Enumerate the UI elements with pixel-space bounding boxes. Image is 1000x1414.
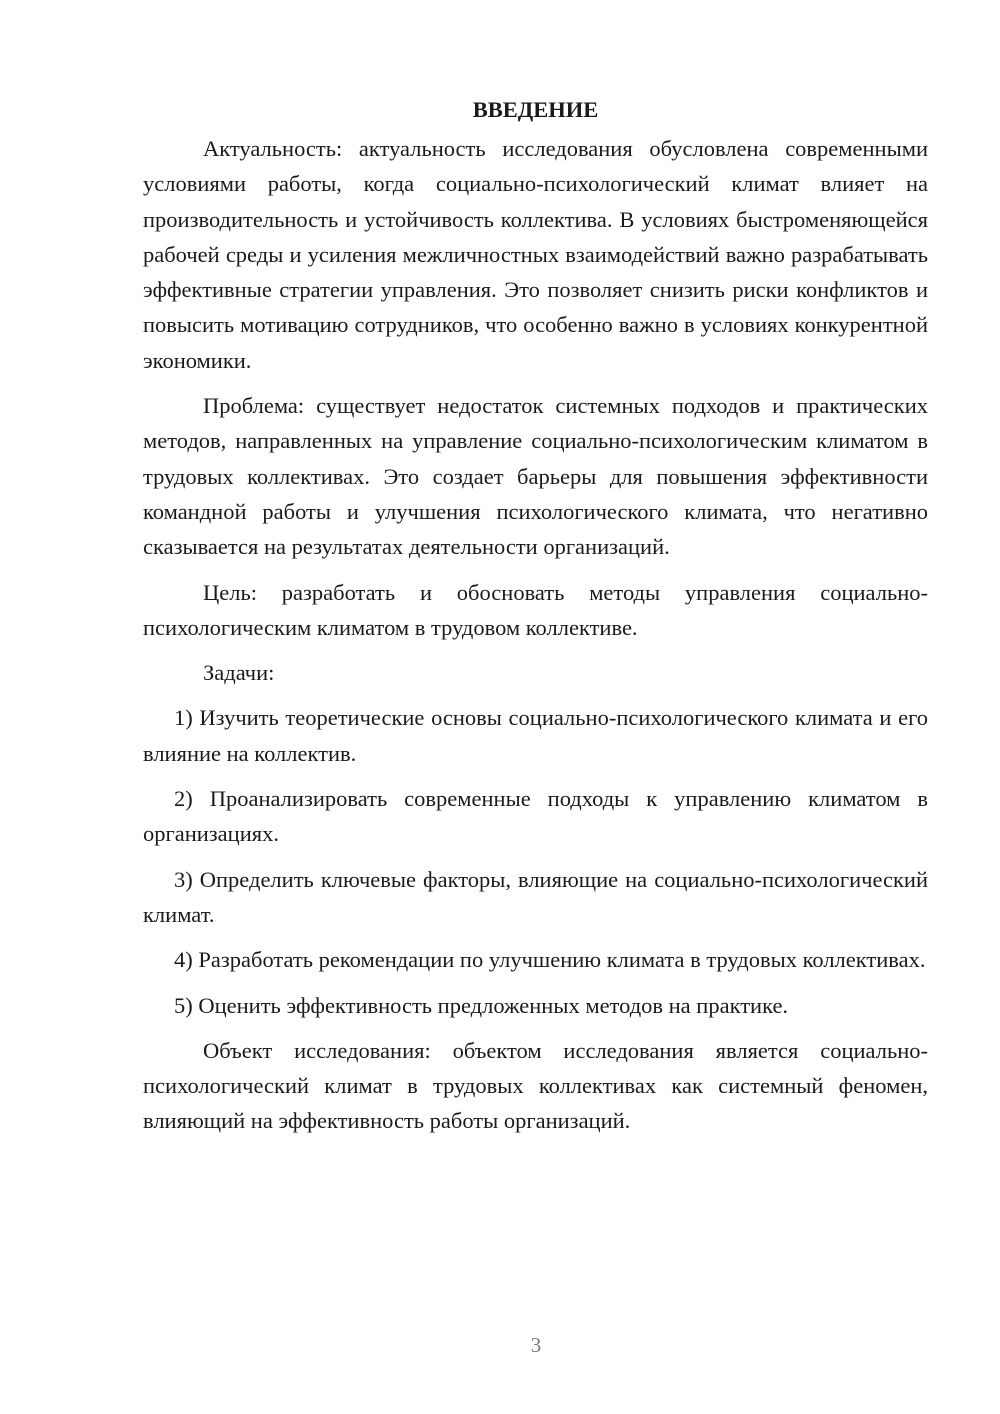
page-number: 3 <box>530 1333 542 1357</box>
relevance-paragraph: Актуальность: актуальность исследования обусловлена современными условиями работы, когда социально-психологический климат влияет на производительность и устойчивость коллектива. В условиях быстроменяющейся рабочей среды и усиления межличностных взаимодействий важно разрабатывать эффективные стратегии управления. Это позволяет снизить риски конфликтов и повысить мотивацию сотрудников, что особенно важно в условиях конкурентной экономики. <box>143 136 928 373</box>
task-item-1: 1) Изучить теоретические основы социально-психологического климата и его влияние на коллектив. <box>143 705 928 766</box>
goal-paragraph: Цель: разработать и обосновать методы управления социально-психологическим климатом в трудовом коллективе. <box>143 579 928 640</box>
problem-paragraph: Проблема: существует недостаток системных подходов и практических методов, направленных на управление социально-психологическим климатом в трудовых коллективах. Это создает барьеры для повышения эффективности командной работы и улучшения психологического климата, что негативно сказывается на результатах деятельности организаций. <box>143 393 928 560</box>
task-item-2: 2) Проанализировать современные подходы к управлению климатом в организациях. <box>143 786 928 847</box>
task-item-5: 5) Оценить эффективность предложенных методов на практике. <box>174 992 789 1018</box>
tasks-heading: Задачи: <box>203 660 275 686</box>
page-content <box>143 92 928 1149</box>
page-title: ВВЕДЕНИЕ <box>472 97 599 122</box>
object-paragraph: Объект исследования: объектом исследования является социально-психологический климат в трудовых коллективах как системный феномен, влияющий на эффективность работы организаций. <box>143 1037 928 1134</box>
task-item-3: 3) Определить ключевые факторы, влияющие на социально-психологический климат. <box>143 866 928 927</box>
task-item-4: 4) Разработать рекомендации по улучшению климата в трудовых коллективах. <box>174 947 926 973</box>
